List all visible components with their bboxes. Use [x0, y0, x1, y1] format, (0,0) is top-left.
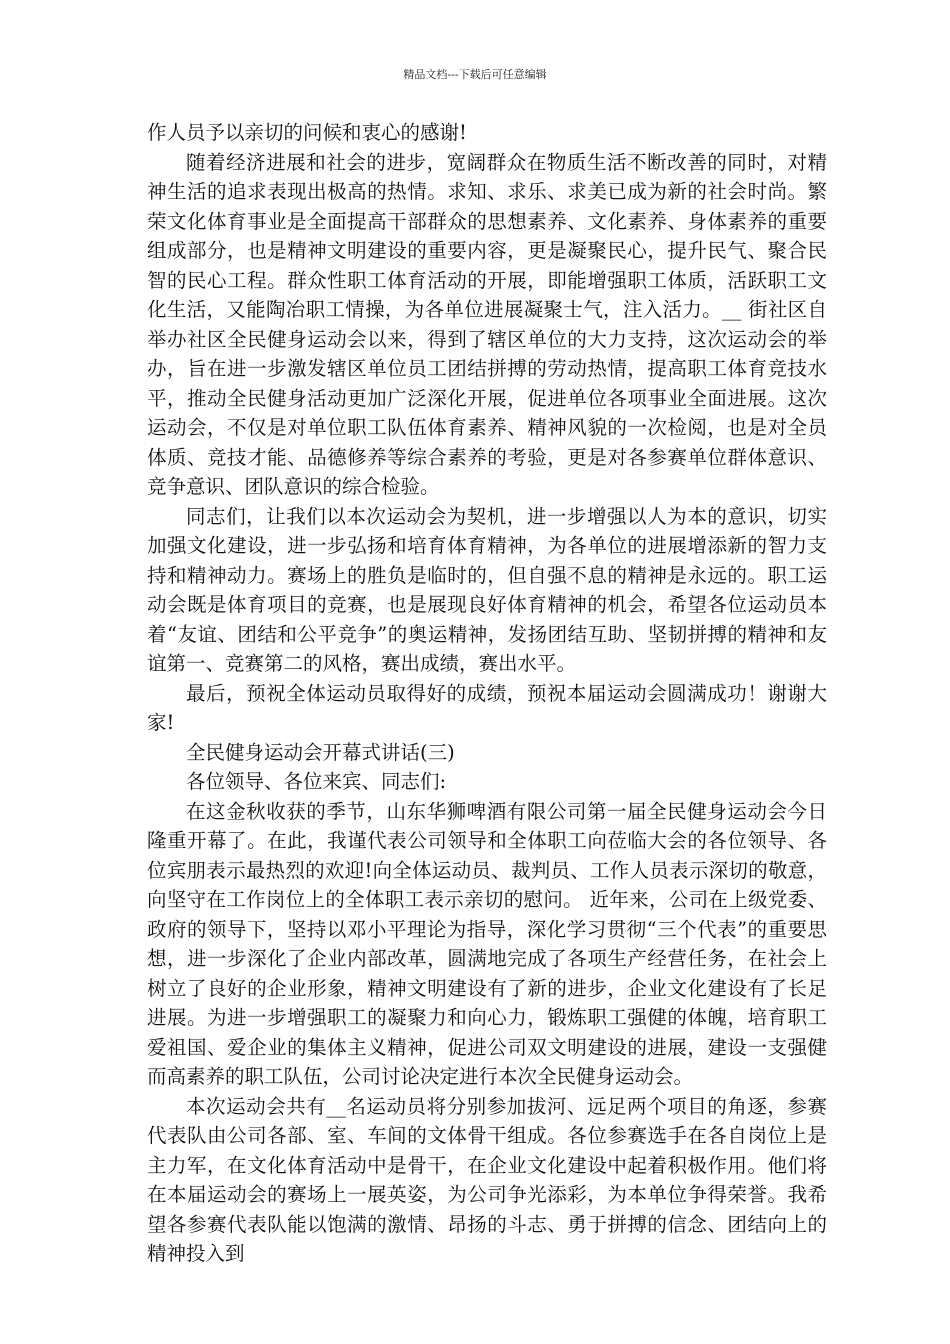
- page-header: 精品文档---下载后可任意编辑: [403, 68, 547, 81]
- paragraph: 本次运动会共有__名运动员将分别参加拔河、远足两个项目的角逐，参赛代表队由公司各部、室、车间的文体骨干组成。各位参赛选手在各自岗位上是主力军，在文化体育活动中是骨干，在企业文化建设中起着积极作用。他们将在本届运动会的赛场上一展英姿，为公司争光添彩，为本单位争得荣誉。我希望各参赛代表队能以饱满的激情、昂扬的斗志、勇于拼搏的信念、团结向上的精神投入到: [147, 1094, 827, 1265]
- paragraph: 在这金秋收获的季节，山东华狮啤酒有限公司第一届全民健身运动会今日隆重开幕了。在此，我谨代表公司领导和全体职工向莅临大会的各位领导、各位宾朋表示最热烈的欢迎!向全体运动员、裁判员、工作人员表示深切的敬意，向坚守在工作岗位上的全体职工表示亲切的慰问。 近年来，公司在上级党委、政府的领导下，坚持以邓小平理论为指导，深化学习贯彻“三个代表”的重要思想，进一步深化了企业内部改革，圆满地完成了各项生产经营任务，在社会上树立了良好的企业形象，精神文明建设有了新的进步，企业文化建设有了长足进展。为进一步增强职工的凝聚力和向心力，锻炼职工强健的体魄，培育职工爱祖国、爱企业的集体主义精神，促进公司双文明建设的进展，建设一支强健而高素养的职工队伍，公司讨论决定进行本次全民健身运动会。: [147, 799, 827, 1088]
- paragraph: 作人员予以亲切的问候和衷心的感谢!: [147, 121, 467, 144]
- paragraph: 同志们，让我们以本次运动会为契机，进一步增强以人为本的意识，切实加强文化建设，进一步弘扬和培育体育精神，为各单位的进展增添新的智力支持和精神动力。赛场上的胜负是临时的，但自强不息的精神是永远的。职工运动会既是体育项目的竞赛，也是展现良好体育精神的机会，希望各位运动员本着“友谊、团结和公平竞争”的奥运精神，发扬团结互助、坚韧拼搏的精神和友谊第一、竞赛第二的风格，赛出成绩，赛出水平。: [147, 504, 827, 675]
- paragraph: 随着经济进展和社会的进步，宽阔群众在物质生活不断改善的同时，对精神生活的追求表现出极高的热情。求知、求乐、求美已成为新的社会时尚。繁荣文化体育事业是全面提高干部群众的思想素养、文化素养、身体素养的重要组成部分，也是精神文明建设的重要内容，更是凝聚民心，提升民气、聚合民智的民心工程。群众性职工体育活动的开展，即能增强职工体质，活跃职工文化生活，又能陶冶职工情操，为各单位进展凝聚士气，注入活力。__ 街社区自举办社区全民健身运动会以来，得到了辖区单位的大力支持，这次运动会的举办，旨在进一步激发辖区单位员工团结拼搏的劳动热情，提高职工体育竞技水平，推动全民健身活动更加广泛深化开展，促进单位各项事业全面进展。这次运动会，不仅是对单位职工队伍体育素养、精神风貌的一次检阅，也是对全员体质、竞技才能、品德修养等综合素养的考验，更是对各参赛单位群体意识、竞争意识、团队意识的综合检验。: [147, 150, 827, 498]
- document-body: [147, 118, 827, 1269]
- section-title: 全民健身运动会开幕式讲话(三): [186, 740, 455, 764]
- paragraph: 最后，预祝全体运动员取得好的成绩，预祝本届运动会圆满成功！谢谢大家!: [147, 681, 827, 734]
- salutation: 各位领导、各位来宾、同志们:: [186, 770, 447, 793]
